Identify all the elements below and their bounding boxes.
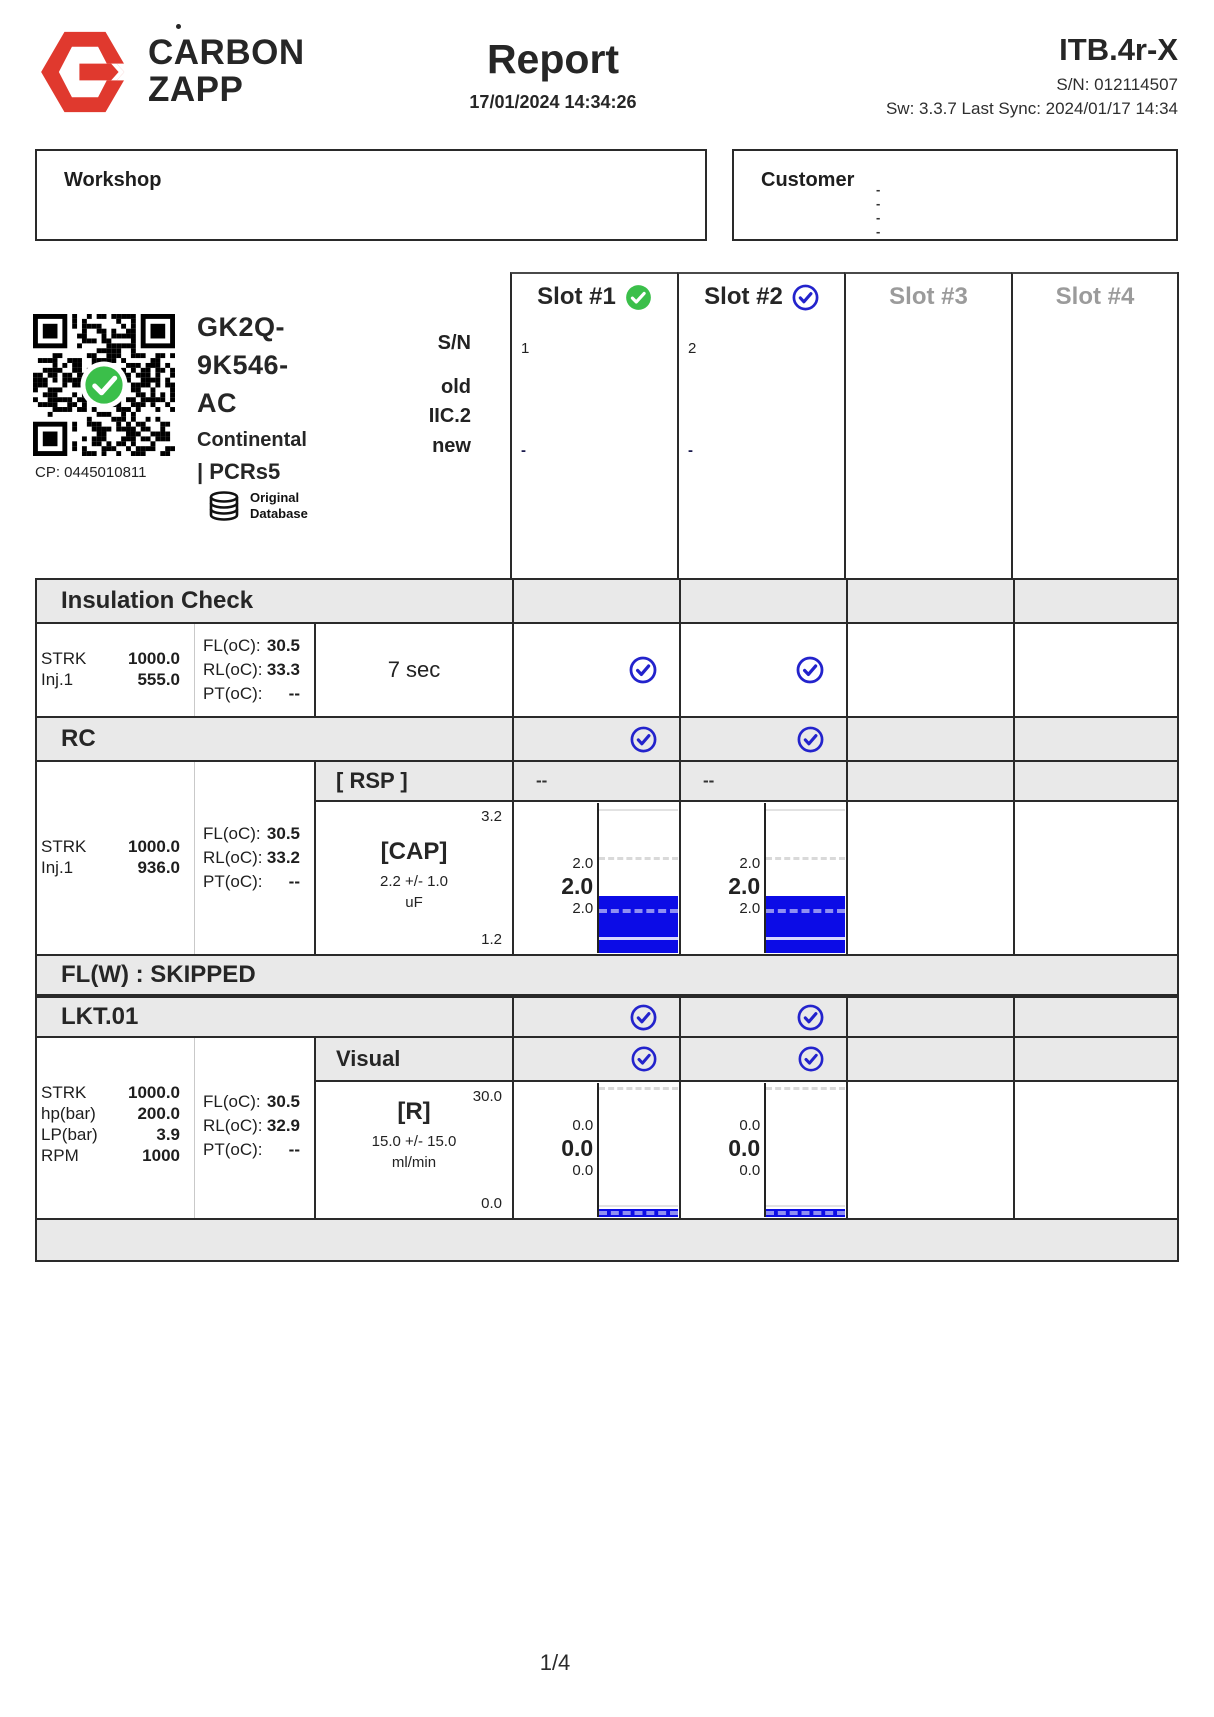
rc-slot2-column [679, 762, 846, 954]
lkt-slot2-values [728, 1116, 760, 1180]
lkt-slot2-visual [679, 1038, 846, 1082]
rc-measure-unit: uF [405, 894, 423, 911]
param-value: 1000.0 [128, 837, 180, 856]
lkt-slot4-visual [1013, 1038, 1177, 1082]
insulation-bar-slot3 [846, 580, 1013, 622]
temp-value: 33.2 [266, 848, 300, 867]
flw-section-bar [35, 954, 1179, 996]
slot1-label: Slot #1 [537, 283, 616, 310]
rc-spec-column [314, 762, 512, 954]
temp-label: PT(oC): [203, 872, 263, 891]
slot2-header [677, 272, 844, 578]
value-avg: 2.0 [728, 873, 761, 899]
param-value: 1000.0 [128, 1083, 180, 1102]
rc-section-bar [35, 716, 1179, 762]
slot-header-region [35, 272, 1179, 578]
slot1-header [510, 272, 677, 578]
device-info [886, 32, 1178, 119]
slot1-sn-value: 1 [521, 340, 530, 357]
new-row-label: new [432, 435, 471, 457]
part-code-line1: GK2Q- [197, 312, 286, 342]
param-value: 555.0 [137, 670, 180, 689]
lkt-slot4-column [1013, 1038, 1177, 1218]
insulation-slot1-result [512, 624, 679, 716]
lkt-measure-name: [R] [397, 1098, 431, 1125]
rc-slot4-rsp [1013, 762, 1177, 802]
param-value: 1000.0 [128, 649, 180, 668]
insulation-duration: 7 sec [387, 657, 441, 682]
param-value: 1000 [142, 1146, 180, 1165]
lkt-slot3-column [846, 1038, 1013, 1218]
flw-title: FL(W) : SKIPPED [61, 961, 256, 988]
rc-slot4-column [1013, 762, 1177, 954]
rc-scale-max: 3.2 [481, 808, 502, 825]
workshop-box [35, 149, 707, 241]
insulation-slot3-result [846, 624, 1013, 716]
rc-measure-name: [CAP] [380, 838, 448, 865]
old-row-label: old [441, 376, 471, 398]
slot2-label: Slot #2 [704, 283, 783, 310]
param-label: STRK [41, 649, 87, 668]
lkt-slot2-bar [764, 1083, 846, 1217]
lkt-scale-max: 30.0 [472, 1088, 502, 1105]
device-software-info: Sw: 3.3.7 Last Sync: 2024/01/17 14:34 [885, 99, 1178, 118]
rc-slot3-rsp [846, 762, 1013, 802]
slot4-label: Slot #4 [1055, 283, 1135, 310]
lkt-slot1-bar [597, 1083, 679, 1217]
rc-slot1-bar [597, 803, 679, 953]
lkt-slot1-column [512, 1038, 679, 1218]
temp-label: RL(oC): [203, 660, 263, 679]
lkt-bar-slot3 [846, 998, 1013, 1036]
lkt-slot4-gauge [1013, 1082, 1177, 1218]
temp-value: 32.9 [266, 1116, 300, 1135]
temp-value: 33.3 [266, 660, 300, 679]
part-identity [197, 308, 352, 485]
database-icon [207, 491, 241, 521]
insulation-temps [194, 624, 314, 716]
brand-line2: ZAPP [148, 70, 244, 109]
slot2-new-value: - [688, 442, 693, 459]
lkt-spec-column [314, 1038, 512, 1218]
part-code-line2: 9K546- [197, 350, 289, 380]
brand-dot [176, 24, 181, 29]
lkt-slot2-gauge [679, 1082, 846, 1218]
bottom-section-bar [35, 1218, 1179, 1262]
database-label [250, 490, 308, 522]
rc-slot2-rsp: -- [679, 762, 846, 802]
device-serial: S/N: 012114507 [1056, 75, 1178, 94]
page-title: Report [486, 36, 620, 82]
param-label: STRK [41, 1083, 87, 1102]
database-label-line1: Original [250, 490, 300, 505]
brand-line1: CARBON [148, 33, 305, 72]
param-label: STRK [41, 837, 87, 856]
slot4-title [1013, 283, 1177, 311]
rc-measure-spec: 2.2 +/- 1.0 [380, 873, 448, 890]
temp-label: PT(oC): [203, 684, 263, 703]
insulation-slot2-result [679, 624, 846, 716]
database-label-line2: Database [250, 506, 308, 521]
lkt-spec-cell [314, 1082, 512, 1218]
slot1-pass-check-icon [625, 284, 652, 311]
dash: - [876, 182, 881, 197]
insulation-bar-slot4 [1013, 580, 1177, 622]
slot3-header [844, 272, 1011, 578]
lkt-measure-spec: 15.0 +/- 15.0 [371, 1133, 457, 1150]
rc-slot2-gauge [679, 802, 846, 954]
check-icon [631, 1046, 657, 1072]
temp-label: FL(oC): [203, 824, 261, 843]
rc-title: RC [61, 725, 96, 752]
value-max: 2.0 [572, 855, 594, 872]
param-label: hp(bar) [41, 1104, 96, 1123]
insulation-bar-slot1 [512, 580, 679, 622]
slot2-sn-value: 2 [688, 340, 697, 357]
slot2-check-icon [792, 284, 819, 311]
temp-value: -- [288, 872, 300, 891]
iic-row-label: IIC.2 [428, 405, 471, 427]
part-code-line3: AC [197, 388, 237, 418]
rc-bar-slot2 [679, 718, 846, 760]
report-table [35, 272, 1179, 1262]
check-icon [797, 726, 824, 753]
param-label: LP(bar) [41, 1125, 98, 1144]
lkt-section-bar [35, 996, 1179, 1038]
insulation-duration-cell [314, 624, 512, 716]
check-icon [797, 1004, 824, 1031]
insulation-bar-slot2 [679, 580, 846, 622]
lkt-params [37, 1038, 194, 1218]
lkt-sub-title: Visual [314, 1038, 512, 1082]
lkt-measure-unit: ml/min [391, 1154, 437, 1171]
temp-value: -- [288, 1140, 300, 1159]
lkt-slot3-visual [846, 1038, 1013, 1082]
insulation-params [37, 624, 194, 716]
dash: - [876, 224, 881, 239]
temp-value: -- [288, 684, 300, 703]
lkt-measurement-block [35, 1038, 1179, 1218]
lkt-temps [194, 1038, 314, 1218]
lkt-slot3-gauge [846, 1082, 1013, 1218]
part-family: | PCRs5 [197, 459, 281, 484]
slot2-title [679, 283, 844, 311]
rc-sub-title: [ RSP ] [314, 762, 512, 802]
lkt-slot2-column [679, 1038, 846, 1218]
rc-spec-cell [314, 802, 512, 954]
part-brand: Continental [197, 429, 307, 451]
temp-label: PT(oC): [203, 1140, 263, 1159]
param-value: 936.0 [137, 858, 180, 877]
check-icon [798, 1046, 824, 1072]
rc-temps [194, 762, 314, 954]
temp-label: RL(oC): [203, 848, 263, 867]
lkt-slot1-values [561, 1116, 593, 1180]
value-avg: 2.0 [561, 873, 594, 899]
value-avg: 0.0 [728, 1135, 761, 1161]
check-icon [629, 656, 657, 684]
workshop-label: Workshop [64, 169, 162, 191]
rc-scale-min: 1.2 [481, 931, 502, 948]
lkt-bar-slot1 [512, 998, 679, 1036]
part-info-area [35, 272, 510, 578]
value-min: 2.0 [572, 900, 594, 917]
param-label: Inj.1 [41, 858, 74, 877]
check-icon [630, 1004, 657, 1031]
temp-value: 30.5 [266, 636, 300, 655]
insulation-check-title: Insulation Check [61, 587, 254, 614]
customer-box [732, 149, 1178, 241]
device-model: ITB.4r-X [1059, 32, 1178, 67]
temp-label: FL(oC): [203, 636, 261, 655]
insulation-data-row [35, 624, 1179, 716]
value-max: 0.0 [572, 1117, 594, 1134]
rc-slot3-gauge [846, 802, 1013, 954]
rc-bar-slot4 [1013, 718, 1177, 760]
rc-slot1-column [512, 762, 679, 954]
rc-slot3-column [846, 762, 1013, 954]
temp-value: 30.5 [266, 824, 300, 843]
value-max: 0.0 [739, 1117, 761, 1134]
param-value: 200.0 [137, 1104, 180, 1123]
param-label: RPM [41, 1146, 79, 1165]
slot1-new-value: - [521, 442, 526, 459]
value-min: 0.0 [572, 1162, 594, 1179]
customer-placeholder-dashes [876, 183, 880, 239]
dash: - [876, 196, 881, 211]
param-label: Inj.1 [41, 670, 74, 689]
rc-slot2-values [728, 854, 760, 918]
bottom-bar-empty [37, 1220, 1177, 1260]
page-number: 1/4 [539, 1650, 571, 1675]
value-min: 0.0 [739, 1162, 761, 1179]
report-datetime: 17/01/2024 14:34:26 [469, 92, 637, 112]
check-icon [630, 726, 657, 753]
temp-label: RL(oC): [203, 1116, 263, 1135]
rc-slot1-gauge [512, 802, 679, 954]
temp-value: 30.5 [266, 1092, 300, 1111]
value-max: 2.0 [739, 855, 761, 872]
rc-bar-slot1 [512, 718, 679, 760]
sn-row-label: S/N [437, 332, 471, 354]
rc-slot1-rsp: -- [512, 762, 679, 802]
value-avg: 0.0 [561, 1135, 594, 1161]
insulation-slot4-result [1013, 624, 1177, 716]
rc-slot2-bar [764, 803, 846, 953]
insulation-check-section-bar [35, 578, 1179, 624]
slot1-title [512, 283, 677, 311]
param-value: 3.9 [156, 1125, 180, 1144]
rc-slot4-gauge [1013, 802, 1177, 954]
check-icon [796, 656, 824, 684]
part-qr-code [33, 314, 175, 456]
lkt-scale-min: 0.0 [481, 1195, 502, 1212]
slot3-title [846, 283, 1011, 311]
rc-slot1-values [561, 854, 593, 918]
slot4-header [1011, 272, 1177, 578]
lkt-title: LKT.01 [61, 1003, 139, 1030]
lkt-slot1-visual [512, 1038, 679, 1082]
rc-bar-slot3 [846, 718, 1013, 760]
lkt-slot1-gauge [512, 1082, 679, 1218]
dash: - [876, 210, 881, 225]
customer-label: Customer [761, 169, 855, 191]
slot3-label: Slot #3 [889, 283, 968, 310]
qr-caption: CP: 0445010811 [35, 464, 147, 481]
rc-measurement-block [35, 762, 1179, 954]
lkt-bar-slot4 [1013, 998, 1177, 1036]
value-min: 2.0 [739, 900, 761, 917]
temp-label: FL(oC): [203, 1092, 261, 1111]
rc-params [37, 762, 194, 954]
lkt-bar-slot2 [679, 998, 846, 1036]
database-source [207, 490, 308, 522]
